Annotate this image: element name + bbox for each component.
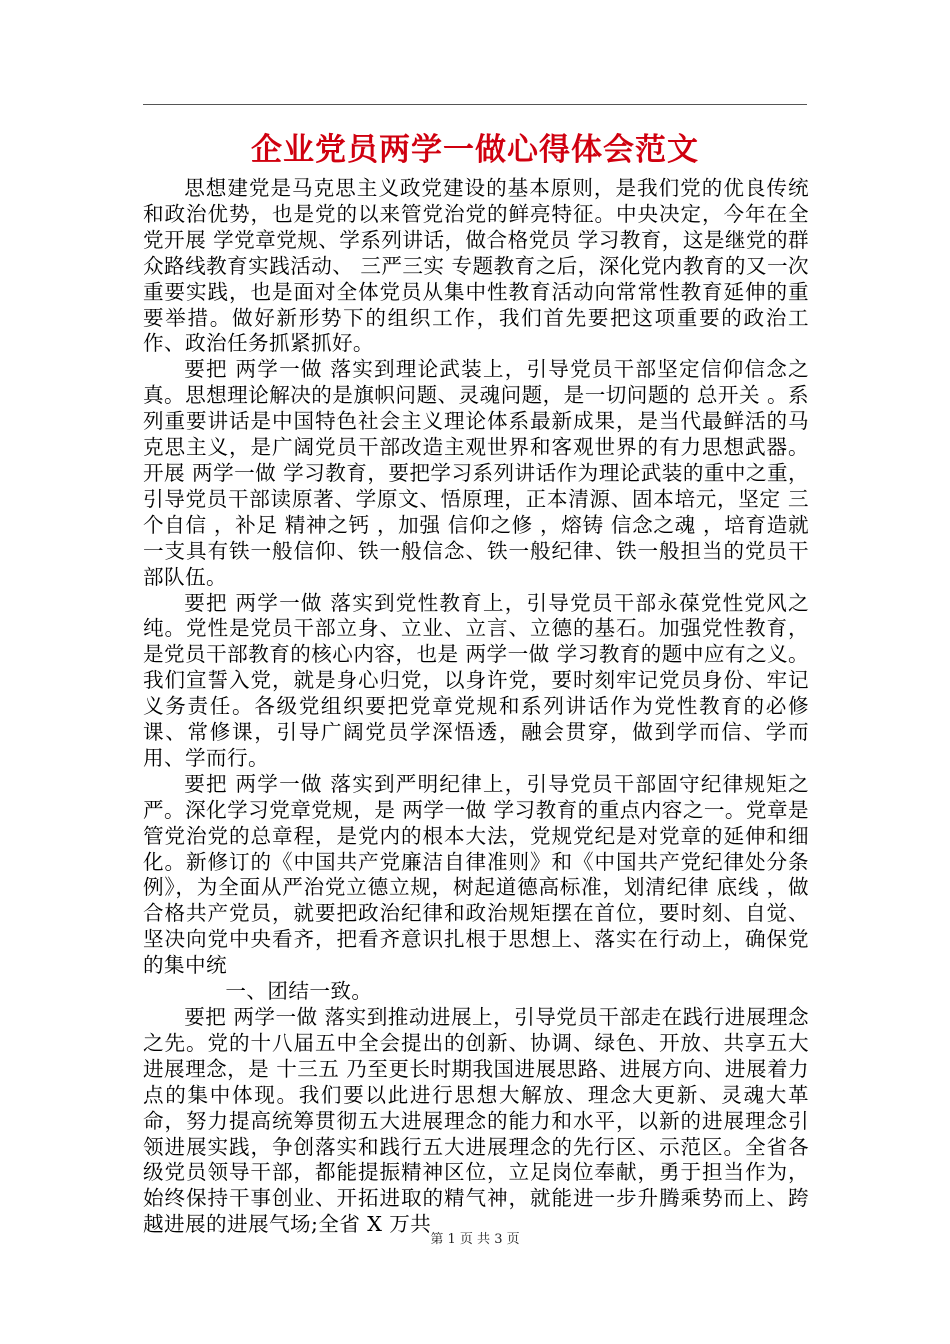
paragraph: 要把 两学一做 落实到推动进展上，引导党员干部走在践行进展理念之先。党的十八届五中全会提出的创新、协调、绿色、开放、共享五大进展理念，是 十三五 乃至更长时期我国进展思路、进展方向、进展着力点的集中体现。我们要以此进行思想大解放、理念大更新、灵魂大革命，努力提高统筹贯彻五大进展理念的能力和水平，以新的进展理念引领进展实践，争创落实和践行五大进展理念的先行区、示范区。全省各级党员领导干部，都能提振精神区位，立足岗位奉献，勇于担当作为，始终保持干事创业、开拓进取的精气神，就能进一步升腾乘势而上、跨越进展的进展气场;全省 X 万共 [143,1005,809,1237]
header-rule [143,104,807,105]
page-footer: 第 1 页 共 3 页 [430,1232,520,1247]
document-title: 企业党员两学一做心得体会范文 [251,132,699,168]
paragraph: 要把 两学一做 落实到党性教育上，引导党员干部永葆党性党风之纯。党性是党员干部立身、立业、立言、立德的基石。加强党性教育，是党员干部教育的核心内容，也是 两学一做 学习教育的题中应有之义。我们宣誓入党，就是身心归党，以身许党，要时刻牢记党员身份、牢记义务责任。各级党组织要把党章党规和系列讲话作为党性教育的必修课、常修课，引导广阔党员学深悟透，融会贯穿，做到学而信、学而用、学而行。 [143,590,809,770]
paragraph: 要把 两学一做 落实到严明纪律上，引导党员干部固守纪律规矩之严。深化学习党章党规，是 两学一做 学习教育的重点内容之一。党章是管党治党的总章程，是党内的根本大法，党规党纪是对党章的延伸和细化。新修订的《中国共产党廉洁自律准则》和《中国共产党纪律处分条例》，为全面从严治党立德立规，树起道德高标准，划清纪律 底线 ，做合格共产党员，就要把政治纪律和政治规矩摆在首位，要时刻、自觉、坚决向党中央看齐，把看齐意识扎根于思想上、落实在行动上，确保党的集中统 [143,771,809,978]
section-heading: 一、团结一致。 [225,979,373,1004]
paragraph: 思想建党是马克思主义政党建设的基本原则，是我们党的优良传统和政治优势，也是党的以来管党治党的鲜亮特征。中央决定，今年在全党开展 学党章党规、学系列讲话，做合格党员 学习教育，这是继党的群众路线教育实践活动、 三严三实 专题教育之后，深化党内教育的又一次重要实践，也是面对全体党员从集中性教育活动向常常性教育延伸的重要举措。做好新形势下的组织工作，我们首先要把这项重要的政治工作、政治任务抓紧抓好。 [143,176,809,356]
paragraph: 要把 两学一做 落实到理论武装上，引导党员干部坚定信仰信念之真。思想理论解决的是旗帜问题、灵魂问题，是一切问题的 总开关 。系列重要讲话是中国特色社会主义理论体系最新成果，是当代最鲜活的马克思主义，是广阔党员干部改造主观世界和客观世界的有力思想武器。开展 两学一做 学习教育，要把学习系列讲话作为理论武装的重中之重，引导党员干部读原著、学原文、悟原理，正本清源、固本培元，坚定 三个自信 ，补足 精神之钙 ，加强 信仰之修 ，熔铸 信念之魂 ，培育造就一支具有铁一般信仰、铁一般信念、铁一般纪律、铁一般担当的党员干部队伍。 [143,357,809,589]
document-body [143,176,809,1238]
